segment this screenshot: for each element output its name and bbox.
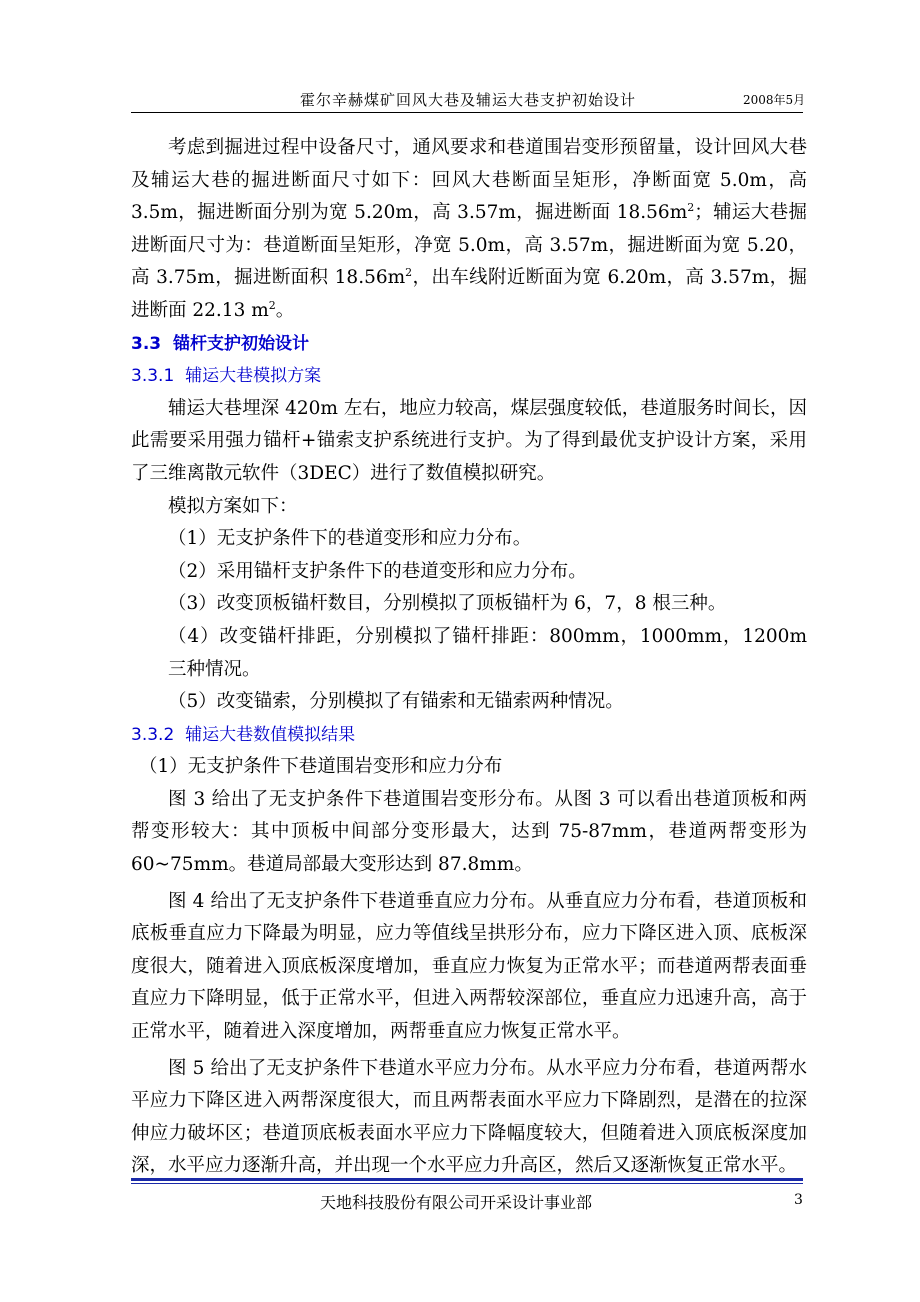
intro-text-3: ，出车线附近断面为宽 6.20m，高 3.57m，掘进断面 22.13 m	[131, 267, 808, 321]
footer-divider-thin	[131, 1183, 803, 1184]
scheme-item: （5）改变锚索，分别模拟了有锚索和无锚索两种情况。	[168, 691, 624, 713]
page-number: 3	[794, 1192, 803, 1208]
scheme-item: （3）改变顶板锚杆数目，分别模拟了顶板锚杆为 6，7，8 根三种。	[168, 593, 727, 615]
header-title: 霍尔辛赫煤矿回风大巷及辅运大巷支护初始设计	[300, 91, 637, 109]
scheme-item: （2）采用锚杆支护条件下的巷道变形和应力分布。	[168, 560, 587, 582]
document-body	[131, 132, 807, 1183]
scheme-intro: 模拟方案如下：	[168, 495, 298, 517]
section-number: 3.3	[131, 333, 162, 354]
footer-divider-thick	[131, 1178, 803, 1181]
subsection-heading: （1）无支护条件下巷道围岩变形和应力分布	[139, 756, 503, 778]
superscript: 2	[268, 298, 276, 312]
section-number: 3.3.2	[131, 724, 175, 745]
section-title: 锚杆支护初始设计	[172, 333, 309, 354]
section-title: 辅运大巷数值模拟结果	[185, 724, 356, 745]
intro-text-4: 。	[275, 299, 295, 321]
paragraph-figure-4: 图 4 给出了无支护条件下巷道垂直应力分布。从垂直应力分布看，巷道顶板和底板垂直应力下降最为明显，应力等值线呈拱形分布，应力下降区进入顶、底板深度很大，随着进入顶底板深度增加，垂直应力恢复为正常水平；而巷道两帮表面垂直应力下降明显，低于正常水平，但进入两帮较深部位，垂直应力迅速升高，高于正常水平，随着进入深度增加，两帮垂直应力恢复正常水平。	[131, 890, 807, 1043]
paragraph-figure-5: 图 5 给出了无支护条件下巷道水平应力分布。从水平应力分布看，巷道两帮水平应力下降区进入两帮深度很大，而且两帮表面水平应力下降剧烈，是潜在的拉深伸应力破坏区；巷道顶底板表面水平应力下降幅度较大，但随着进入顶底板深度加深，水平应力逐渐升高，并出现一个水平应力升高区，然后又逐渐恢复正常水平。	[131, 1057, 807, 1177]
scheme-item: （1）无支护条件下的巷道变形和应力分布。	[168, 528, 532, 550]
section-heading-3-3	[131, 328, 807, 361]
section-number: 3.3.1	[131, 366, 175, 387]
scheme-item: （4）改变锚杆排距，分别模拟了锚杆排距：800mm，1000mm，1200m 三种情况。	[168, 625, 807, 680]
superscript: 2	[687, 201, 695, 215]
intro-text-1: 考虑到掘进过程中设备尺寸，通风要求和巷道围岩变形预留量，设计回风大巷及辅运大巷的掘进断面尺寸如下：回风大巷断面呈矩形，净断面宽 5.0m，高 3.5m，掘进断面分别为宽 5.20m，高 3.57m，掘进断面 18.56m	[131, 137, 807, 224]
section-title: 辅运大巷模拟方案	[185, 366, 322, 387]
header-date: 2008年5月	[743, 93, 806, 107]
section-heading-3-3-2	[131, 719, 807, 752]
header-divider	[131, 112, 803, 113]
superscript: 2	[405, 266, 413, 280]
intro-paragraph	[131, 132, 807, 328]
section-heading-3-3-1	[131, 360, 807, 393]
intro-text-2: ；辅运大巷掘进断面尺寸为：巷道断面呈矩形，净宽 5.0m，高 3.57m，掘进断面为宽 5.20，高 3.75m，掘进断面积 18.56m	[131, 202, 807, 289]
footer-company: 天地科技股份有限公司开采设计事业部	[320, 1193, 593, 1212]
paragraph-figure-3: 图 3 给出了无支护条件下巷道围岩变形分布。从图 3 可以看出巷道顶板和两帮变形较大：其中顶板中间部分变形最大，达到 75-87mm，巷道两帮变形为 60~75mm。巷道局部最大变形达到 87.8mm。	[131, 788, 807, 876]
paragraph-3-3-1: 辅运大巷埋深 420m 左右，地应力较高，煤层强度较低，巷道服务时间长，因此需要采用强力锚杆+锚索支护系统进行支护。为了得到最优支护设计方案，采用了三维离散元软件（3DEC）进行了数值模拟研究。	[131, 397, 807, 484]
